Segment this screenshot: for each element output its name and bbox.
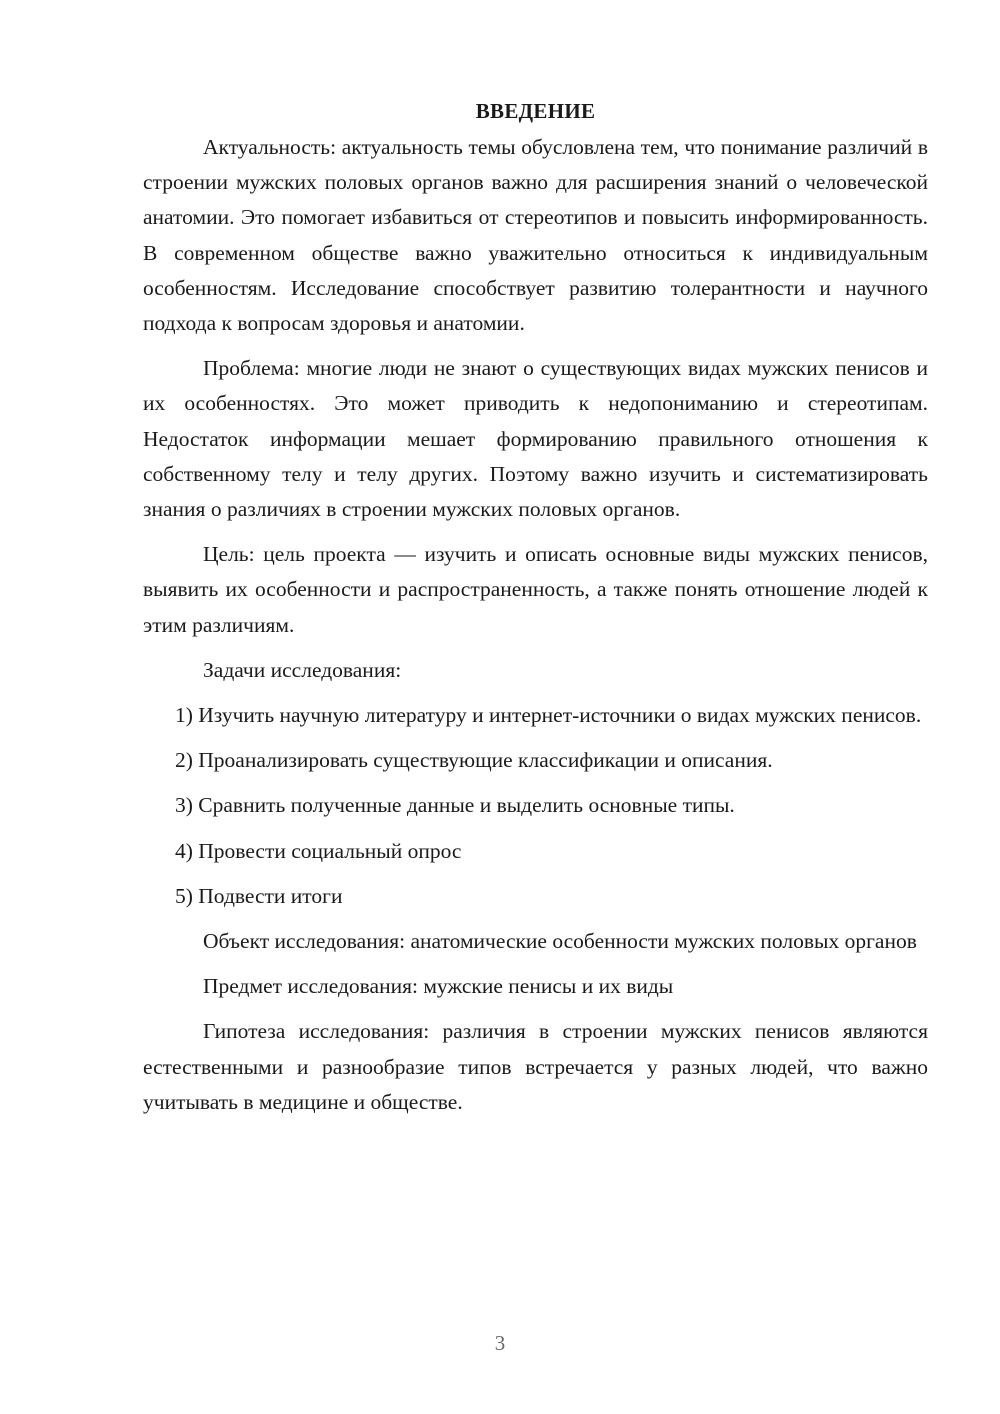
task-item: 2) Проанализировать существующие классификации и описания. (175, 748, 773, 773)
goal-paragraph: Цель: цель проекта — изучить и описать основные виды мужских пенисов, выявить их особенности и распространенность, а также понять отношение людей к этим различиям. (143, 542, 928, 637)
problem-paragraph: Проблема: многие люди не знают о существующих видах мужских пенисов и их особенностях. Это может приводить к недопониманию и стереотипам. Недостаток информации мешает формированию правильного отношения к собственному телу и телу других. Поэтому важно изучить и систематизировать знания о различиях в строении мужских половых органов. (143, 356, 928, 522)
object-paragraph: Объект исследования: анатомические особенности мужских половых органов (203, 929, 917, 954)
task-item: 3) Сравнить полученные данные и выделить основные типы. (175, 793, 735, 818)
tasks-heading: Задачи исследования: (203, 657, 402, 682)
task-item: 5) Подвести итоги (175, 883, 343, 908)
task-item: 4) Провести социальный опрос (175, 838, 462, 863)
page-number: 3 (494, 1331, 506, 1355)
subject-paragraph: Предмет исследования: мужские пенисы и их виды (203, 974, 674, 999)
relevance-paragraph: Актуальность: актуальность темы обусловлена тем, что понимание различий в строении мужских половых органов важно для расширения знаний о человеческой анатомии. Это помогает избавиться от стереотипов и повысить информированность. В современном обществе важно уважительно относиться к индивидуальным особенностям. Исследование способствует развитию толерантности и научного подхода к вопросам здоровья и анатомии. (143, 135, 928, 336)
task-item: 1) Изучить научную литературу и интернет-источники о видах мужских пенисов. (175, 703, 922, 728)
hypothesis-paragraph: Гипотеза исследования: различия в строении мужских пенисов являются естественными и разнообразие типов встречается у разных людей, что важно учитывать в медицине и обществе. (143, 1019, 928, 1114)
page-title: ВВЕДЕНИЕ (475, 99, 596, 123)
document-page (143, 96, 928, 1130)
